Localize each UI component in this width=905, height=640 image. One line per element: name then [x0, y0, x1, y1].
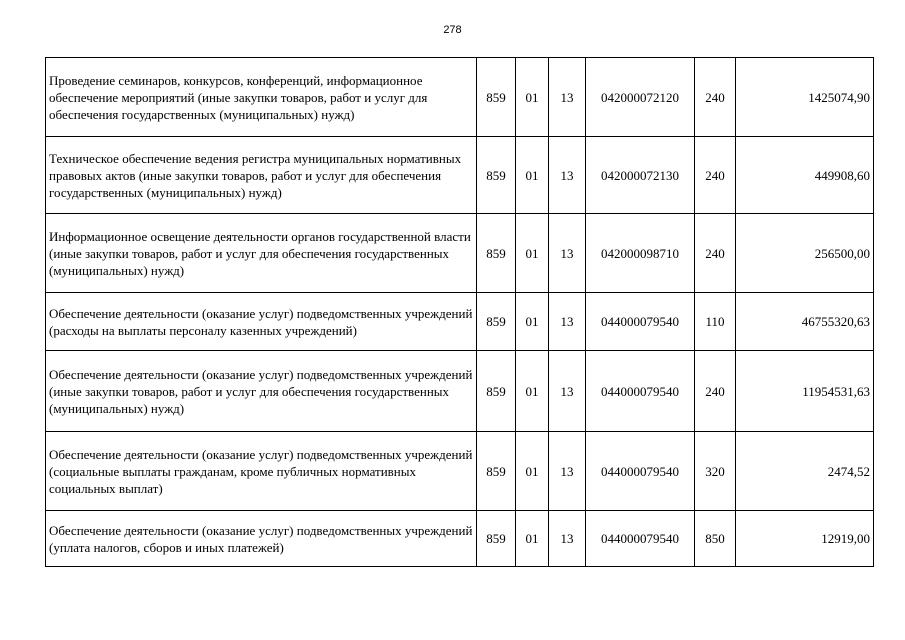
table-row — [46, 214, 874, 293]
row-description: Техническое обеспечение ведения регистра муниципальных нормативных правовых актов (иные закупки товаров, работ и услуг для обеспечения государственных (муниципальных) нужд) — [46, 137, 477, 214]
ministry-code: 859 — [477, 214, 516, 293]
section-code: 01 — [516, 137, 549, 214]
subsection-code: 13 — [549, 58, 586, 137]
subsection-code: 13 — [549, 137, 586, 214]
amount-value: 1425074,90 — [736, 58, 874, 137]
target-article-code: 044000079540 — [586, 351, 695, 432]
target-article-code: 044000079540 — [586, 432, 695, 511]
row-description: Обеспечение деятельности (оказание услуг) подведомственных учреждений (расходы на выплаты персоналу казенных учреждений) — [46, 293, 477, 351]
section-code: 01 — [516, 351, 549, 432]
amount-value: 11954531,63 — [736, 351, 874, 432]
target-article-code: 044000079540 — [586, 511, 695, 567]
row-description: Обеспечение деятельности (оказание услуг) подведомственных учреждений (иные закупки товаров, работ и услуг для обеспечения государственных (муниципальных) нужд) — [46, 351, 477, 432]
subsection-code: 13 — [549, 214, 586, 293]
expense-type-code: 850 — [695, 511, 736, 567]
ministry-code: 859 — [477, 511, 516, 567]
table-row — [46, 137, 874, 214]
subsection-code: 13 — [549, 432, 586, 511]
row-description: Обеспечение деятельности (оказание услуг) подведомственных учреждений (социальные выплаты гражданам, кроме публичных нормативных социальных выплат) — [46, 432, 477, 511]
amount-value: 449908,60 — [736, 137, 874, 214]
ministry-code: 859 — [477, 351, 516, 432]
section-code: 01 — [516, 432, 549, 511]
table-row — [46, 351, 874, 432]
section-code: 01 — [516, 58, 549, 137]
ministry-code: 859 — [477, 137, 516, 214]
target-article-code: 044000079540 — [586, 293, 695, 351]
expense-type-code: 110 — [695, 293, 736, 351]
amount-value: 256500,00 — [736, 214, 874, 293]
table-row — [46, 58, 874, 137]
ministry-code: 859 — [477, 432, 516, 511]
amount-value: 46755320,63 — [736, 293, 874, 351]
table-row — [46, 293, 874, 351]
ministry-code: 859 — [477, 293, 516, 351]
row-description: Обеспечение деятельности (оказание услуг) подведомственных учреждений (уплата налогов, сборов и иных платежей) — [46, 511, 477, 567]
page-number: 278 — [443, 24, 462, 36]
ministry-code: 859 — [477, 58, 516, 137]
target-article-code: 042000072120 — [586, 58, 695, 137]
subsection-code: 13 — [549, 351, 586, 432]
row-description: Проведение семинаров, конкурсов, конференций, информационное обеспечение мероприятий (иные закупки товаров, работ и услуг для обеспечения государственных (муниципальных) нужд) — [46, 58, 477, 137]
expense-type-code: 240 — [695, 137, 736, 214]
section-code: 01 — [516, 511, 549, 567]
row-description: Информационное освещение деятельности органов государственной власти (иные закупки товаров, работ и услуг для обеспечения государственных (муниципальных) нужд) — [46, 214, 477, 293]
expense-type-code: 240 — [695, 58, 736, 137]
amount-value: 2474,52 — [736, 432, 874, 511]
expense-type-code: 240 — [695, 351, 736, 432]
target-article-code: 042000098710 — [586, 214, 695, 293]
target-article-code: 042000072130 — [586, 137, 695, 214]
section-code: 01 — [516, 293, 549, 351]
subsection-code: 13 — [549, 293, 586, 351]
expense-type-code: 320 — [695, 432, 736, 511]
subsection-code: 13 — [549, 511, 586, 567]
budget-table — [45, 57, 874, 567]
amount-value: 12919,00 — [736, 511, 874, 567]
section-code: 01 — [516, 214, 549, 293]
expense-type-code: 240 — [695, 214, 736, 293]
table-row — [46, 511, 874, 567]
table-row — [46, 432, 874, 511]
